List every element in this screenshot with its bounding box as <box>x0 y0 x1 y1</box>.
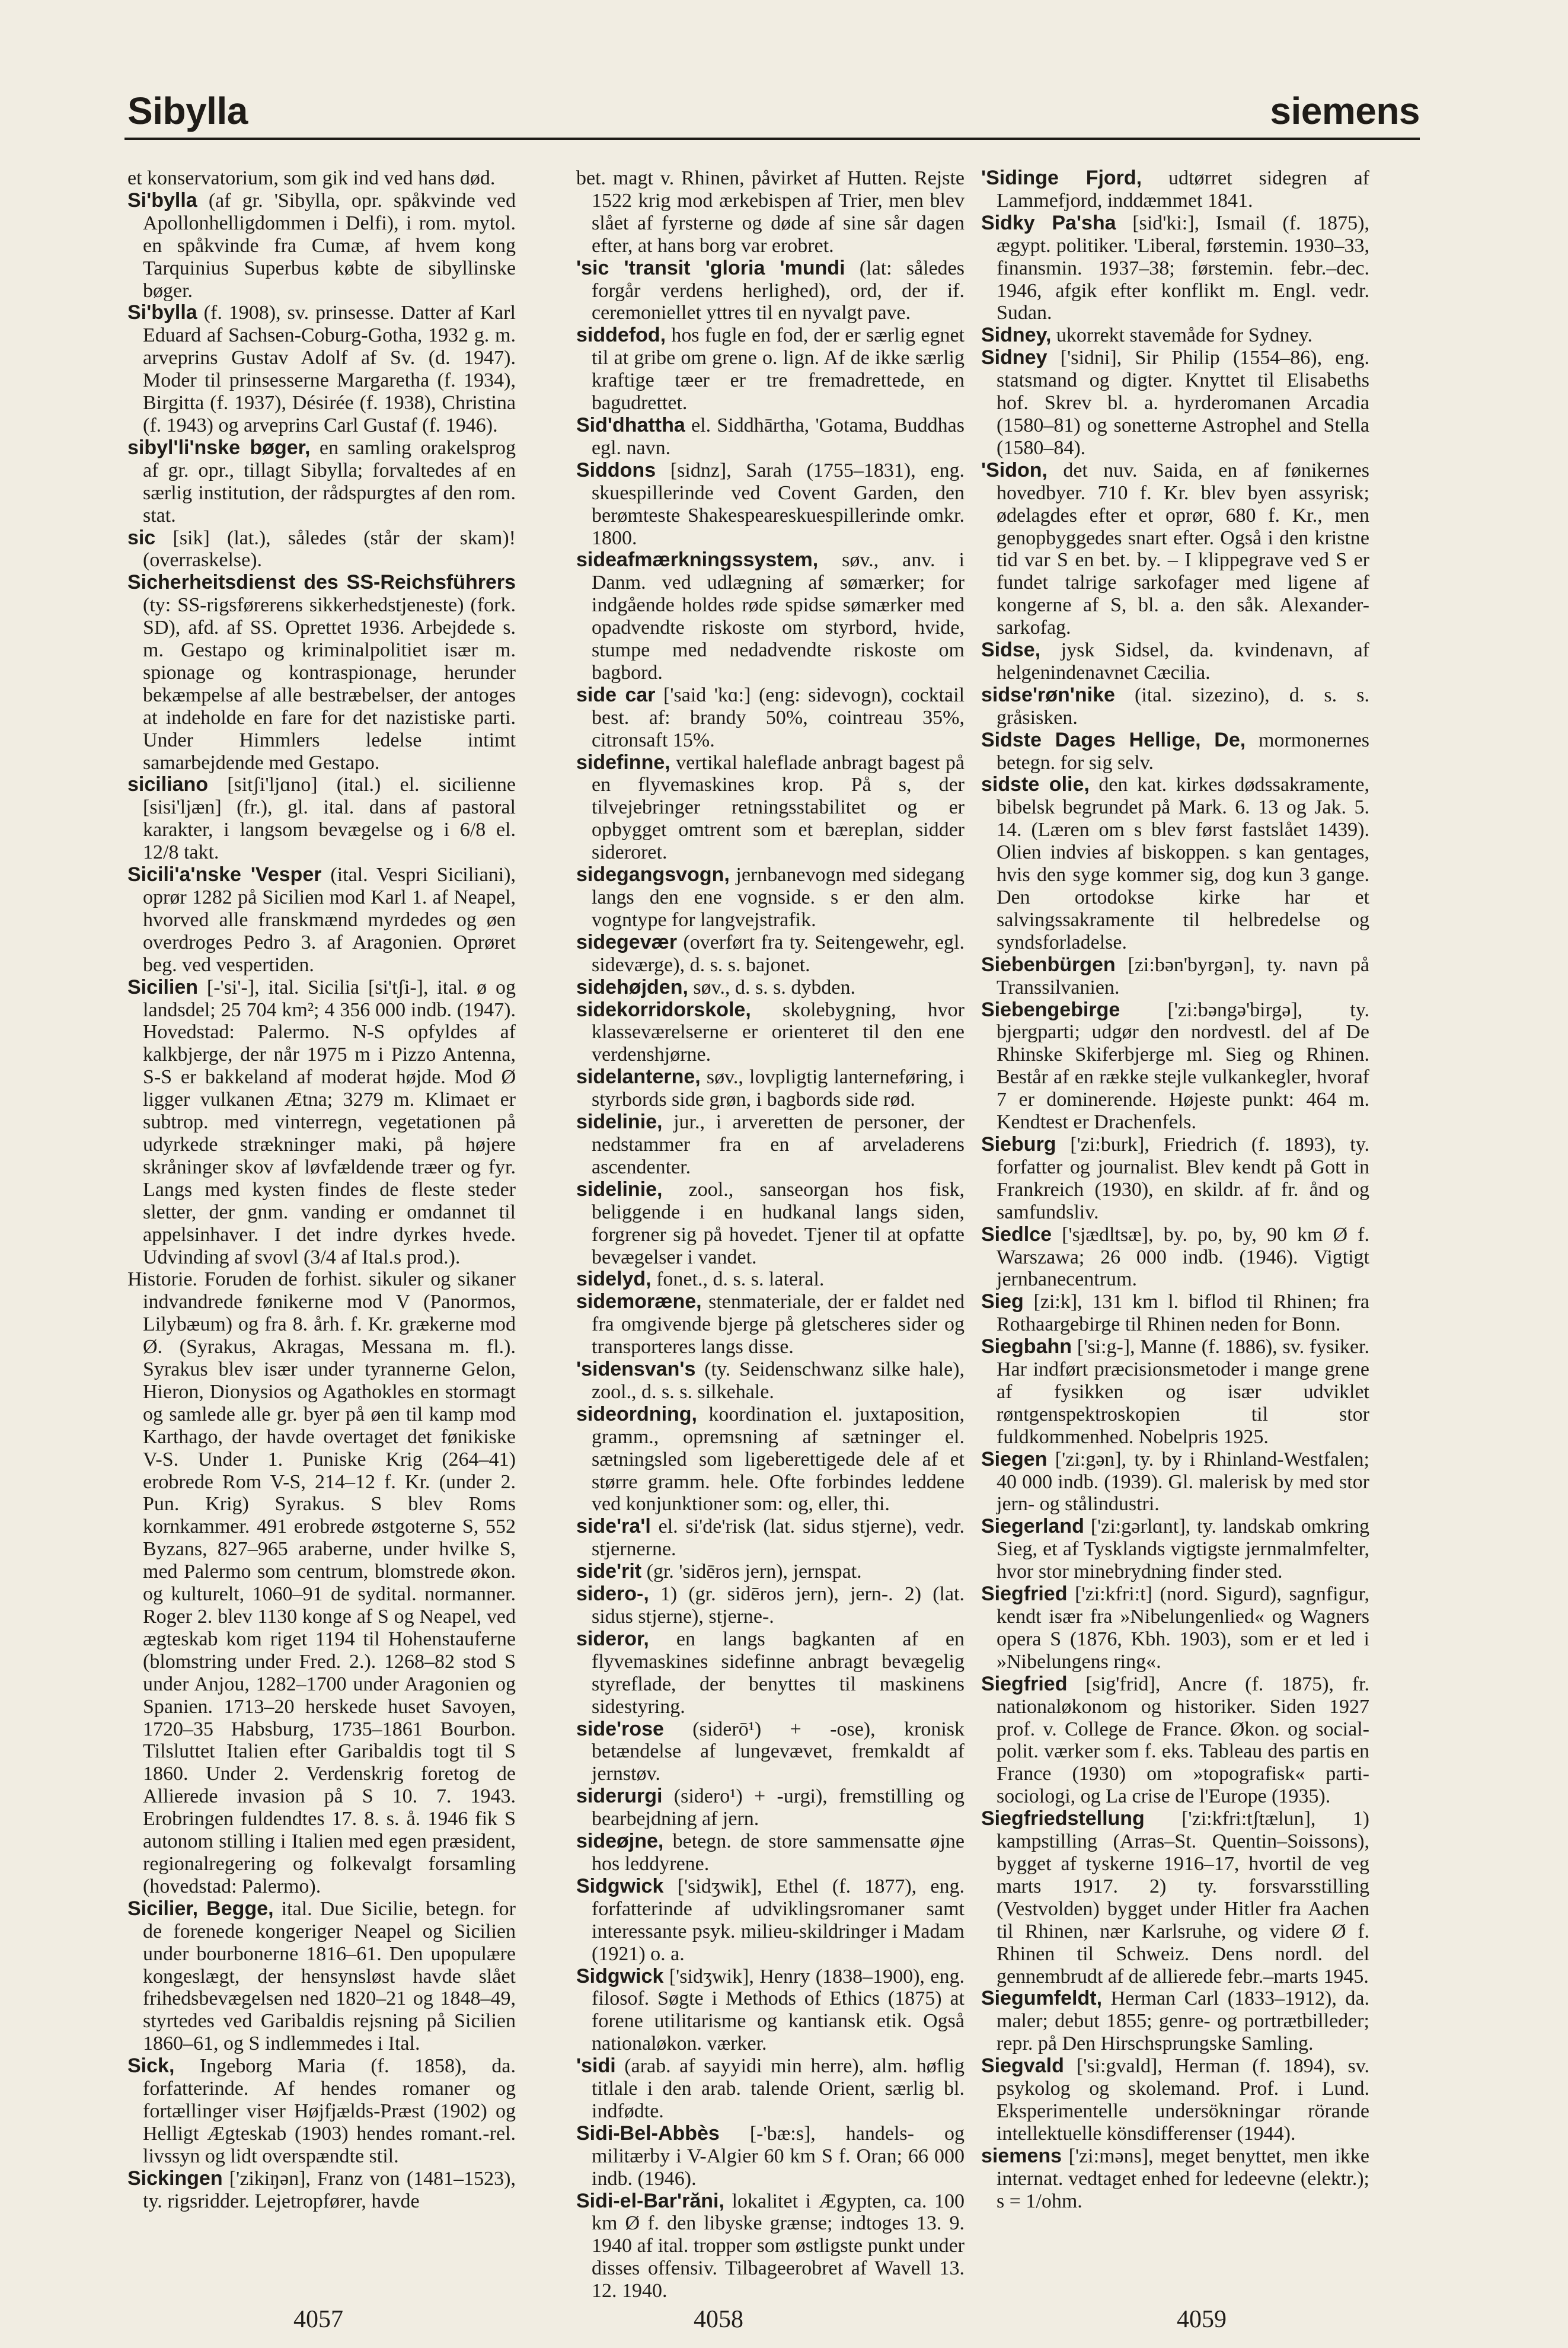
entry-headword: Sidi-Bel-Abbès <box>576 2122 720 2145</box>
entry-definition: Ingeborg Maria (f. 1858), da. forfatterinde. Af hendes romaner og fortællinger viser Højfjælds-Præst (1902) og Helligt Ægteskab (1903) hendes romant.-rel. livssyn og lidt overspændte stil. <box>143 2055 516 2167</box>
dictionary-entry <box>127 572 516 774</box>
entry-headword: side'rit <box>576 1560 642 1583</box>
entry-headword: sidegevær <box>576 930 678 953</box>
entry-definition: (af gr. 'Sibylla, opr. spåkvinde ved Apollonhelligdommen i Delfi), i rom. mytol. en spåkvinde fra Cumæ, af hvem kong Tarquinius Superbus købte de sibyllinske bøger. <box>143 189 516 302</box>
dictionary-entry <box>576 167 965 257</box>
dictionary-entry <box>576 977 965 999</box>
entry-headword: siddefod, <box>576 324 666 347</box>
dictionary-entry <box>576 1066 965 1111</box>
dictionary-entry <box>127 977 516 1269</box>
entry-definition: ['zi:bəngə'birgə], ty. bjergparti; udgør den nordvestl. del af De Rhinske Skiferbjerge ml. Sieg og Rhinen. Består af en række stejle vulkankegler, hvoraf 7 er dominerende. Højeste punkt: 464 m. Kendtest er Drachenfels. <box>997 998 1369 1134</box>
dictionary-entry <box>576 1179 965 1269</box>
dictionary-entry <box>981 1134 1369 1224</box>
entry-definition: [sid'ki:], Ismail (f. 1875), ægypt. politiker. 'Liberal, førstemin. 1930–33, finansmin. 1937–38; førstemin. febr.–dec. 1946, afgik efter konflikt m. Engl. vedr. Sudan. <box>997 212 1369 324</box>
entry-definition: ['si:g-], Manne (f. 1886), sv. fysiker. Har indført præcisionsmetoder i mange grene af fysikken og især udviklet røntgenspektroskopien til stor fuldkommenhed. Nobelpris 1925. <box>997 1336 1369 1448</box>
entry-headword: Siegfriedstellung <box>981 1807 1145 1830</box>
entry-definition: 1) (gr. sidēros jern), jern-. 2) (lat. sidus stjerne), stjerne-. <box>592 1583 965 1628</box>
entry-headword: siderurgi <box>576 1785 663 1808</box>
entry-headword: Siegumfeldt, <box>981 1987 1103 2010</box>
entry-definition: [sik] (lat.), således (står der skam)! (overraskelse). <box>143 527 516 572</box>
entry-headword: sidste olie, <box>981 773 1090 796</box>
dictionary-entry <box>981 2055 1369 2145</box>
entry-definition: (gr. 'sidēros jern), jernspat. <box>641 1561 862 1583</box>
entry-definition: ['zi:gən], ty. by i Rhinland-Westfalen; 40 000 indb. (1939). Gl. malerisk by med stor jern- og stålindustri. <box>997 1448 1369 1516</box>
column-1 <box>127 167 516 2242</box>
entry-headword: Siegfried <box>981 1583 1068 1606</box>
dictionary-entry <box>127 2168 516 2213</box>
dictionary-entry <box>576 1358 965 1403</box>
dictionary-entry <box>576 931 965 977</box>
dictionary-entry <box>576 864 965 931</box>
entry-definition: ukorrekt stavemåde for Sydney. <box>1051 324 1313 347</box>
entry-definition: [sig'frid], Ancre (f. 1875), fr. nationaløkonom og historiker. Siden 1927 prof. v. College de France. Økon. og social-polit. værker som f. eks. Tableau des partis en France (1930) om »topografisk« parti-sociologi, og La crise de l'Europe (1935). <box>997 1673 1369 1808</box>
entry-headword: Siebenbürgen <box>981 953 1116 976</box>
entry-definition: (ty: SS-rigsførerens sikkerhedstjeneste) (fork. SD), afd. af SS. Oprettet 1936. Arbejdede s. m. Gestapo og kriminalpolitiet især m. spionage og kontraspionage, herunder bekæmpelse af alle bestræbelser, der antoges at indeholde en fare for det nazistiske parti. Under Himmlers ledelse intimt samarbejdende med Gestapo. <box>143 594 516 774</box>
dictionary-entry <box>981 167 1369 212</box>
dictionary-entry <box>576 1628 965 1718</box>
entry-definition: den kat. kirkes dødssakramente, bibelsk begrundet på Mark. 6. 13 og Jak. 5. 14. (Læren om s blev først fastslået 1439). Olien indvies af biskoppen. s kan gentages, hvis den syge kommer sig, dog kun 3 gange. Den ortodokse kirke har et salvingssakramente til helbredelse og syndsforladelse. <box>997 774 1369 953</box>
entry-headword: Siegbahn <box>981 1335 1072 1358</box>
dictionary-entry <box>127 437 516 527</box>
entry-headword: sibyl'li'nske bøger, <box>127 436 311 459</box>
dictionary-entry <box>576 999 965 1067</box>
entry-definition: (lat: således forgår verdens herlighed), ord, der if. ceremoniellet yttres til en nyvalgt pave. <box>592 257 965 324</box>
dictionary-entry <box>576 549 965 684</box>
entry-definition: (ty. Seidenschwanz silke hale), zool., d. s. s. silkehale. <box>592 1358 965 1403</box>
dictionary-entry <box>981 774 1369 953</box>
dictionary-entry <box>127 774 516 864</box>
dictionary-entry <box>981 1516 1369 1583</box>
entry-headword: sidehøjden, <box>576 975 688 998</box>
entry-definition: ['zikiŋən], Franz von (1481–1523), ty. rigsridder. Lejetropfører, havde <box>143 2167 516 2212</box>
entry-headword: Sick, <box>127 2054 175 2078</box>
entry-definition: en samling orakelsprog af gr. opr., tillagt Sibylla; forvaltedes af en særlig institution, der rådspurgtes af den rom. stat. <box>143 436 516 527</box>
dictionary-entry <box>127 167 516 190</box>
dictionary-entry <box>127 527 516 572</box>
entry-headword: Sidgwick <box>576 1874 664 1897</box>
entry-definition: søv., d. s. s. dybden. <box>688 976 855 998</box>
dictionary-entry <box>576 1268 965 1291</box>
entry-headword: Si'bylla <box>127 301 197 324</box>
entry-headword: Sidney <box>981 346 1048 369</box>
page-number-1: 4057 <box>293 2306 343 2333</box>
entry-headword: side'ra'l <box>576 1515 651 1538</box>
entry-definition: (arab. af sayyidi min herre), alm. høflig titlale i den arab. talende Orient, særlig bl. indfødte. <box>592 2055 965 2122</box>
entry-definition: jur., i arveretten de personer, der nedstammer fra en af arveladerens ascendenter. <box>592 1111 965 1178</box>
entry-definition: Herman Carl (1833–1912), da. maler; debut 1855; genre- og portrætbilleder; repr. på Den Hirschsprungske Samling. <box>997 1987 1369 2055</box>
dictionary-entry <box>127 1268 516 1897</box>
entry-definition: stenmateriale, der er faldet ned fra omgivende bjerge på gletscheres sider og transporteres langs disse. <box>592 1291 965 1358</box>
dictionary-entry <box>576 257 965 325</box>
entry-headword: sideøjne, <box>576 1830 664 1853</box>
entry-definition: ['sidni], Sir Philip (1554–86), eng. statsmand og digter. Knyttet til Elisabeths hof. Skrev bl. a. hyrderomanen Arcadia (1580–81) og sonetterne Astrophel and Stella (1580–84). <box>997 347 1369 459</box>
dictionary-entry <box>981 1987 1369 2055</box>
entry-definition: ['zi:kfri:t] (nord. Sigurd), sagnfigur, kendt især fra »Nibelungenlied« og Wagners opera S (1876, Kbh. 1903), som er et led i »Nibelungens ring«. <box>997 1583 1369 1673</box>
dictionary-entry <box>981 639 1369 684</box>
entry-headword: Si'bylla <box>127 189 197 212</box>
entry-definition: søv., lovpligtig lanterneføring, i styrbords side grøn, i bagbords side rød. <box>592 1066 965 1111</box>
dictionary-entry <box>576 1291 965 1358</box>
entry-headword: 'Sidinge Fjord, <box>981 167 1142 189</box>
dictionary-entry <box>576 460 965 550</box>
dictionary-entry <box>576 1718 965 1786</box>
entry-definition: [sitʃi'ljɑno] (ital.) el. sicilienne [sisi'ljæn] (fr.), gl. ital. dans af pastoral karakter, i langsom bevægelse og i 6/8 el. 12/8 takt. <box>143 774 516 864</box>
entry-headword: Sid'dhattha <box>576 413 685 436</box>
entry-definition: betegn. de store sammensatte øjne hos leddyrene. <box>592 1830 965 1875</box>
page-number-2: 4058 <box>694 2306 743 2333</box>
entry-definition: ['si:gvald], Herman (f. 1894), sv. psykolog og skolemand. Prof. i Lund. Eksperimentelle undersökningar rörande intellektuelle könsdifferenser (1944). <box>997 2055 1369 2145</box>
dictionary-entry <box>981 212 1369 325</box>
dictionary-entry <box>981 1224 1369 1291</box>
entry-headword: sidefinne, <box>576 751 670 774</box>
entry-headword: Siegfried <box>981 1672 1068 1695</box>
entry-definition: bet. magt v. Rhinen, påvirket af Hutten. Rejste 1522 krig mod ærkebispen af Trier, men blev slået af fyrsterne og døde af sine sår dagen efter, at hans borg var erobret. <box>576 167 965 257</box>
dictionary-entry <box>127 190 516 302</box>
left-guide-word: Sibylla <box>127 90 248 132</box>
entry-headword: side car <box>576 683 656 706</box>
entry-headword: sic <box>127 526 156 549</box>
entry-definition: [zi:k], 131 km l. biflod til Rhinen; fra Rothaargebirge til Rhinen neden for Bonn. <box>997 1291 1369 1336</box>
dictionary-entry <box>576 2123 965 2190</box>
dictionary-entry <box>981 460 1369 639</box>
entry-headword: sidse'røn'nike <box>981 683 1115 706</box>
entry-definition: ['zi:kfri:tʃtælun], 1) kampstilling (Arras–St. Quentin–Soissons), bygget af tyskerne 1916–17, hvortil de veg marts 1917. 2) ty. forsvarsstilling (Vestvolden) bygget under Hitler fra Aachen til Rhinen, nær Karlsruhe, og videre Ø f. Rhinen til Schweiz. Dens nordl. del gennembrudt af de allierede febr.–marts 1945. <box>997 1808 1369 1987</box>
entry-definition: fonet., d. s. s. lateral. <box>651 1268 825 1291</box>
entry-headword: sidegangsvogn, <box>576 863 730 886</box>
entry-definition: udtørret sidegren af Lammefjord, inddæmmet 1841. <box>997 167 1369 212</box>
dictionary-entry <box>127 302 516 436</box>
entry-headword: sideafmærkningssystem, <box>576 548 819 572</box>
entry-definition: skolebygning, hvor klasseværelserne er orienteret til den ene verdenshjørne. <box>592 998 965 1066</box>
dictionary-entry <box>576 2190 965 2303</box>
dictionary-entry <box>981 1336 1369 1449</box>
dictionary-entry <box>576 1830 965 1875</box>
entry-definition: lokalitet i Ægypten, ca. 100 km Ø f. den libyske grænse; indtoges 13. 9. 1940 af ital. tropper som østligste punkt under disses offensiv. Tilbageerobret af Wavell 13. 12. 1940. <box>592 2190 965 2302</box>
entry-headword: Sidney, <box>981 324 1052 347</box>
entry-definition: en langs bagkanten af en flyvemaskines sidefinne anbragt bevægelig styreflade, der benyttes til maskinens sidestyring. <box>592 1628 965 1718</box>
dictionary-entry <box>981 2145 1369 2213</box>
entry-definition: ['zi:məns], meget benyttet, men ikke internat. vedtaget enhed for ledeevne (elektr.); s = 1/ohm. <box>997 2145 1369 2212</box>
dictionary-entry <box>576 414 965 460</box>
entry-definition: zool., sanseorgan hos fisk, beliggende i en hudkanal langs siden, forgrener sig på hovedet. Tjener til at opfatte bevægelser i vandet. <box>592 1178 965 1268</box>
entry-definition: (overført fra ty. Seitengewehr, egl. sideværge), d. s. s. bajonet. <box>592 931 965 976</box>
entry-headword: sidelinie, <box>576 1178 663 1201</box>
entry-headword: Sicherheitsdienst des SS-Reichsführers <box>127 571 516 594</box>
entry-headword: Siedlce <box>981 1223 1052 1246</box>
dictionary-entry <box>576 1966 965 2056</box>
entry-definition: [sidnz], Sarah (1755–1831), eng. skuespillerinde ved Covent Garden, den berømteste Shakespeareskuespillerinde omkr. 1800. <box>592 459 965 549</box>
entry-definition: ['said 'kɑ:] (eng: sidevogn), cocktail best. af: brandy 50%, cointreau 35%, citronsaft 15%. <box>592 684 965 751</box>
dictionary-entry <box>127 864 516 977</box>
entry-definition: hos fugle en fod, der er særlig egnet til at gribe om grene o. lign. Af de ikke særlig kraftige tæer er tre fremadrettede, en bagudrettet. <box>592 324 965 414</box>
entry-definition: el. si'de'risk (lat. sidus stjerne), vedr. stjernerne. <box>592 1516 965 1561</box>
right-guide-word: siemens <box>1270 90 1420 132</box>
dictionary-entry <box>576 752 965 864</box>
column-3 <box>981 167 1369 2242</box>
entry-headword: 'sic 'transit 'gloria 'mundi <box>576 256 845 279</box>
entry-headword: Sidste Dages Hellige, De, <box>981 728 1246 751</box>
entry-headword: sidero-, <box>576 1583 649 1606</box>
entry-headword: Sidky Pa'sha <box>981 211 1116 234</box>
entry-headword: Siebengebirge <box>981 998 1120 1021</box>
dictionary-entry <box>981 999 1369 1134</box>
entry-headword: sidelanterne, <box>576 1065 701 1089</box>
entry-definition: (f. 1908), sv. prinsesse. Datter af Karl Eduard af Sachsen-Coburg-Gotha, 1932 g. m. arveprins Gustav Adolf af Sv. (d. 1947). Moder til prinsesserne Margaretha (f. 1934), Birgitta (f. 1937), Désirée (f. 1938), Christina (f. 1943) og arveprins Carl Gustaf (f. 1946). <box>143 302 516 436</box>
entry-headword: Siegvald <box>981 2054 1064 2078</box>
dictionary-entry <box>981 1583 1369 1673</box>
entry-definition: (ital. sizezino), d. s. s. gråsisken. <box>997 684 1369 729</box>
entry-headword: Sicili'a'nske 'Vesper <box>127 863 322 886</box>
entry-definition: ['sidʒwik], Ethel (f. 1877), eng. forfatterinde af udviklingsromaner samt interessante psyk. milieu-skildringer i Madam (1921) o. a. <box>592 1875 965 1965</box>
dictionary-entry <box>981 729 1369 774</box>
dictionary-entry <box>981 1449 1369 1516</box>
dictionary-entry <box>576 324 965 414</box>
entry-definition: søv., anv. i Danm. ved udlægning af sømærker; for indgående holdes røde spidse sømærker med opadvendte riskoste om styrbord, hvide, stumpe med nedadvendte riskoste om bagbord. <box>592 549 965 684</box>
entry-headword: sidemoræne, <box>576 1290 702 1313</box>
dictionary-entry <box>576 1403 965 1516</box>
dictionary-entry <box>981 954 1369 999</box>
dictionary-entry <box>576 1785 965 1830</box>
entry-headword: sideror, <box>576 1627 649 1650</box>
entry-headword: Sidse, <box>981 639 1041 662</box>
entry-definition: [-'bæ:s], handels- og militærby i V-Algier 60 km S f. Oran; 66 000 indb. (1946). <box>592 2122 965 2190</box>
dictionary-entry <box>981 347 1369 460</box>
dictionary-entry <box>981 1808 1369 1987</box>
entry-definition: [zi:bən'byrgən], ty. navn på Transsilvanien. <box>997 953 1369 998</box>
entry-definition: det nuv. Saida, en af fønikernes hovedbyer. 710 f. Kr. blev byen assyrisk; ødelagdes efter et oprør, 680 f. Kr., men genopbyggedes snart efter. Også i den kristne tid var S en bet. by. – I klippegrave ved S er fundet talrige sarkofager med ligene af kongerne af S, bl. a. den såk. Alexander-sarkofag. <box>997 459 1369 639</box>
entry-definition: el. Siddhārtha, 'Gotama, Buddhas egl. navn. <box>592 414 965 459</box>
entry-definition: jernbanevogn med sidegang langs den ene vognside. s er den alm. vogntype for langvejstrafik. <box>592 864 965 931</box>
entry-headword: Sieburg <box>981 1132 1056 1156</box>
entry-definition: koordination el. juxtaposition, gramm., opremsning af sætninger el. sætningsled som ligeberettigede dele af et større gramm. hele. Ofte forbindes leddene ved konjunktioner som: og, eller, thi. <box>592 1403 965 1516</box>
entry-headword: 'sidi <box>576 2054 616 2078</box>
entry-definition: [-'si'-], ital. Sicilia [si'tʃi-], ital. ø og landsdel; 25 704 km²; 4 356 000 indb. (1947). Hovedstad: Palermo. N-S opfyldes af kalkbjerge, der når 1975 m i Pizzo Antenna, S-S er bakkeland af moderat højde. Mod Ø ligger vulkanen Ætna; 3279 m. Klimaet er subtrop. med vinterregn, vegetationen på udyrkede strækninger maki, på højere skråninger skov af løvfældende træer og fyr. Langs med kysten findes de fleste steder sletter, der gnm. vanding er omdannet til appelsinhaver. I det indre dyrkes hvede. Udvinding af svovl (3/4 af Ital.s prod.). <box>143 976 516 1268</box>
entry-definition: ['zi:burk], Friedrich (f. 1893), ty. forfatter og journalist. Blev kendt på Gott in Frankreich (1930), en skildr. af fr. ånd og samfundsliv. <box>997 1133 1369 1223</box>
column-2 <box>576 167 965 2302</box>
page-number-3: 4059 <box>1177 2306 1227 2333</box>
entry-headword: sideordning, <box>576 1402 697 1425</box>
dictionary-entry <box>981 1673 1369 1808</box>
entry-headword: sidekorridorskole, <box>576 998 751 1021</box>
dictionary-entry <box>127 1898 516 2055</box>
entry-definition: (siderō¹) + -ose), kronisk betændelse af lungevævet, fremkaldt af jernstøv. <box>592 1718 965 1785</box>
entry-headword: sidelyd, <box>576 1268 652 1291</box>
entry-headword: sidelinie, <box>576 1111 663 1134</box>
dictionary-entry <box>576 1561 965 1583</box>
entry-headword: Sickingen <box>127 2167 223 2190</box>
entry-headword: Siddons <box>576 458 656 481</box>
dictionary-entry <box>576 1875 965 1966</box>
entry-definition: et konservatorium, som gik ind ved hans død. <box>127 167 496 189</box>
entry-definition: ital. Due Sicilie, betegn. for de forenede kongeriger Neapel og Sicilien under bourbonerne 1816–61. Den upopulære kongeslægt, der hensynsløst havde slået frihedsbevægelsen ned 1820–21 og 1848–49, styrtedes ved Garibaldis rejsning på Sicilien 1860–61, og S indlemmedes i Ital. <box>143 1897 516 2055</box>
entry-definition: ['zi:gərlɑnt], ty. landskab omkring Sieg, et af Tysklands vigtigste jernmalmfelter, hvor stor minebrydning finder sted. <box>997 1516 1369 1583</box>
header-rule <box>124 138 1420 140</box>
dictionary-entry <box>127 2055 516 2168</box>
entry-headword: siciliano <box>127 773 209 796</box>
entry-headword: Siegen <box>981 1447 1048 1470</box>
entry-definition: (ital. Vespri Siciliani), oprør 1282 på Sicilien mod Karl 1. af Neapel, hvorved alle franskmænd myrdedes og øen overdroges Pedro 3. af Aragonien. Oprøret beg. ved vespertiden. <box>143 864 516 976</box>
entry-definition: jysk Sidsel, da. kvindenavn, af helgenindenavnet Cæcilia. <box>997 639 1369 684</box>
dictionary-entry <box>981 324 1369 347</box>
entry-headword: siemens <box>981 2144 1062 2167</box>
entry-headword: side'rose <box>576 1717 664 1740</box>
entry-definition: ['sjædltsæ], by. po, by, 90 km Ø f. Warszawa; 26 000 indb. (1946). Vigtigt jernbanecentrum. <box>997 1223 1369 1291</box>
entry-definition: Historie. Foruden de forhist. sikuler og sikaner indvandrede fønikerne mod V (Panormos, Lilybæum) og fra 8. årh. f. Kr. grækerne mod Ø. (Syrakus, Akragas, Messana m. fl.). Syrakus blev især under tyrannerne Gelon, Hieron, Dionysios og Agathokles en stormagt og samlede alle gr. byer på øen til kamp mod Karthago, der havde overtaget det fønikiske V-S. Under 1. Puniske Krig (264–41) erobrede Rom V-S, 214–12 f. Kr. (under 2. Pun. Krig) Syrakus. S blev Roms kornkammer. 491 erobrede østgoterne S, 552 Byzans, 827–965 araberne, under hvilke S, med Palermo som centrum, blomstrede økon. og kulturelt, 1060–91 de sydital. normanner. Roger 2. blev 1130 konge af S og Neapel, ved ægteskab kom riget 1194 til Hohenstauferne (blomstring under Fred. 2.). 1268–82 stod S under Anjou, 1282–1700 under Aragonien og Spanien. 1713–20 herskede huset Savoyen, 1720–35 Habsburg, 1735–1861 Bourbon. Tilsluttet Italien efter Garibaldis togt til S 1860. Under 2. Verdenskrig foretog de Allierede invasion på S 10. 7. 1943. Erobringen fuldendtes 17. 8. s. å. 1946 fik S autonom stilling i Italien med egen præsident, regionalregering og folkevalgt forsamling (hovedstad: Palermo). <box>127 1268 516 1897</box>
entry-definition: (sidero¹) + -urgi), fremstilling og bearbejdning af jern. <box>592 1785 965 1830</box>
entry-definition: ['sidʒwik], Henry (1838–1900), eng. filosof. Søgte i Methods of Ethics (1875) at forene utilitarisme og kantiansk etik. Også nationaløkon. værker. <box>592 1965 965 2055</box>
entry-headword: 'Sidon, <box>981 458 1048 481</box>
entry-headword: Sieg <box>981 1290 1024 1313</box>
entry-headword: Sidi-el-Bar'răni, <box>576 2189 724 2212</box>
dictionary-entry <box>981 684 1369 729</box>
entry-headword: Sidgwick <box>576 1964 664 1987</box>
entry-headword: Sicilier, Begge, <box>127 1897 274 1920</box>
dictionary-entry <box>576 1516 965 1561</box>
entry-definition: vertikal haleflade anbragt bagest på en flyvemaskines krop. På s, der tilvejebringer retningsstabilitet og er opbygget omtrent som et bæreplan, sidder sideroret. <box>592 751 965 864</box>
dictionary-entry <box>981 1291 1369 1336</box>
entry-headword: 'sidensvan's <box>576 1358 696 1381</box>
dictionary-entry <box>576 1111 965 1179</box>
dictionary-entry <box>576 2055 965 2123</box>
dictionary-entry <box>576 1583 965 1628</box>
dictionary-entry <box>576 684 965 752</box>
entry-definition: mormonernes betegn. for sig selv. <box>997 729 1369 774</box>
entry-headword: Siegerland <box>981 1515 1084 1538</box>
entry-headword: Sicilien <box>127 975 199 998</box>
